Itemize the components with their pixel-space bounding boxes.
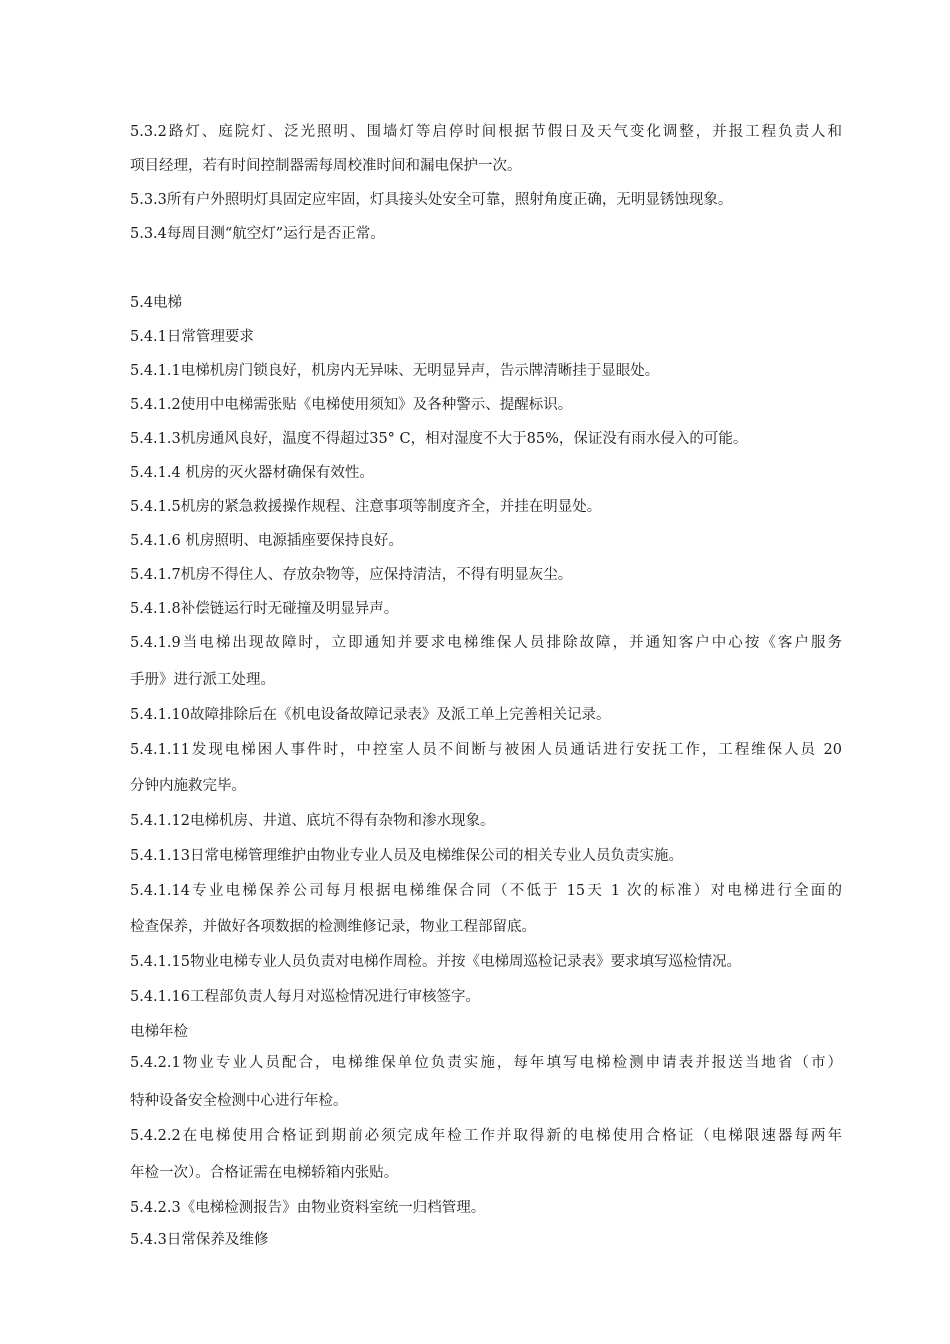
- text-line: 5.4.1.13日常电梯管理维护由物业专业人员及电梯维保公司的相关专业人员负责实施。: [130, 848, 683, 864]
- text-line: 5.4.1.11发现电梯困人事件时，中控室人员不间断与被困人员通话进行安抚工作，工程维保人员 20: [130, 742, 842, 758]
- text-line: 项目经理，若有时间控制器需每周校准时间和漏电保护一次。: [130, 158, 522, 174]
- text-line: 5.3.3所有户外照明灯具固定应牢固，灯具接头处安全可靠，照射角度正确，无明显锈蚀现象。: [130, 192, 733, 208]
- text-line: 5.4.1.1电梯机房门锁良好，机房内无异味、无明显异声，告示牌清晰挂于显眼处。: [130, 363, 660, 379]
- text-line: 分钟内施救完毕。: [130, 778, 246, 794]
- text-line: 5.4.1.10故障排除后在《机电设备故障记录表》及派工单上完善相关记录。: [130, 707, 611, 723]
- text-line: 5.4.1.3机房通风良好，温度不得超过35° C，相对湿度不大于85%，保证没有雨水侵入的可能。: [130, 431, 748, 447]
- subsection-heading: 5.4.3日常保养及维修: [130, 1232, 269, 1248]
- text-line: 5.4.2.1物业专业人员配合，电梯维保单位负责实施，每年填写电梯检测申请表并报送当地省（市）: [130, 1055, 842, 1071]
- text-line: 5.4.1.16工程部负责人每月对巡检情况进行审核签字。: [130, 989, 480, 1005]
- text-line: 5.3.2路灯、庭院灯、泛光照明、围墙灯等启停时间根据节假日及天气变化调整，并报工程负责人和: [130, 124, 842, 140]
- text-line: 5.4.1.9当电梯出现故障时，立即通知并要求电梯维保人员排除故障，并通知客户中心按《客户服务: [130, 635, 842, 651]
- text-line: 5.3.4每周目测“航空灯”运行是否正常。: [130, 226, 385, 242]
- text-line: 5.4.1.4 机房的灭火器材确保有效性。: [130, 465, 374, 481]
- text-line: 5.4.1.2使用中电梯需张贴《电梯使用须知》及各种警示、提醒标识。: [130, 397, 573, 413]
- text-line: 5.4.1.15物业电梯专业人员负责对电梯作周检。并按《电梯周巡检记录表》要求填写巡检情况。: [130, 954, 741, 970]
- text-line: 检查保养，并做好各项数据的检测维修记录，物业工程部留底。: [130, 919, 536, 935]
- text-line: 5.4.1.7机房不得住人、存放杂物等，应保持清洁，不得有明显灰尘。: [130, 567, 573, 583]
- text-line: 5.4.2.2在电梯使用合格证到期前必须完成年检工作并取得新的电梯使用合格证（电梯限速器每两年: [130, 1128, 842, 1144]
- text-line: 5.4.1.6 机房照明、电源插座要保持良好。: [130, 533, 403, 549]
- subsection-heading: 电梯年检: [130, 1024, 188, 1040]
- text-line: 5.4.1.12电梯机房、井道、底坑不得有杂物和渗水现象。: [130, 813, 495, 829]
- text-line: 手册》进行派工处理。: [130, 672, 275, 688]
- text-line: 年检一次）。合格证需在电梯轿箱内张贴。: [130, 1165, 399, 1181]
- text-line: 5.4.1.5机房的紧急救援操作规程、注意事项等制度齐全，并挂在明显处。: [130, 499, 602, 515]
- text-line: 5.4.1.14专业电梯保养公司每月根据电梯维保合同（不低于 15天 1 次的标准）对电梯进行全面的: [130, 883, 842, 899]
- text-line: 特种设备安全检测中心进行年检。: [130, 1093, 348, 1109]
- text-line: 5.4.2.3《电梯检测报告》由物业资料室统一归档管理。: [130, 1200, 486, 1216]
- text-line: 5.4.1.8补偿链运行时无碰撞及明显异声。: [130, 601, 399, 617]
- section-heading: 5.4电梯: [130, 295, 183, 311]
- subsection-heading: 5.4.1日常管理要求: [130, 329, 254, 345]
